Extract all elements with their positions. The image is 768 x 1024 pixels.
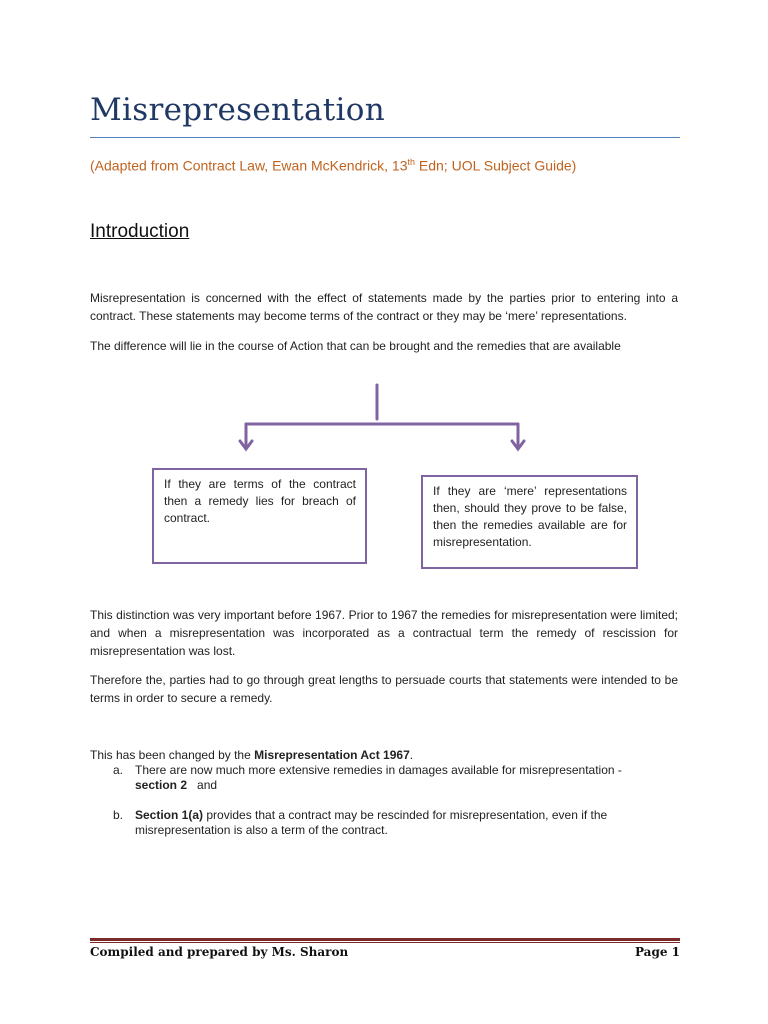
footer-author: Compiled and prepared by Ms. Sharon <box>90 945 349 959</box>
page-number: Page 1 <box>634 945 680 959</box>
act-intro-end: . <box>409 748 414 762</box>
diagram-left-arrowhead <box>240 441 252 449</box>
list-item <box>90 808 680 838</box>
act-name: Misrepresentation Act 1967 <box>254 748 410 762</box>
list-marker: a. <box>113 763 124 777</box>
section-heading-introduction: Introduction <box>90 221 190 242</box>
diagram-right-arrowhead <box>512 441 524 449</box>
act-intro-text: This has been changed by the <box>90 748 255 762</box>
diagram-box-representations: If they are ‘mere’ representations then, should they prove to be false, then the remedies available are for misrepresentation. <box>421 475 638 569</box>
list-item-bold: Section 1(a) <box>135 808 204 822</box>
source-citation <box>90 157 576 174</box>
list-item <box>90 763 680 793</box>
title-divider <box>90 137 680 138</box>
citation-text-end: Edn; UOL Subject Guide) <box>415 157 577 174</box>
list-item-tail: and <box>187 778 218 792</box>
page-title: Misrepresentation <box>90 92 385 128</box>
changes-list <box>90 763 680 838</box>
paragraph-definition: Misrepresentation is concerned with the effect of statements made by the parties prior to entering into a contract. These statements may become terms of the contract or they may be ‘mere’ representations. <box>90 291 678 323</box>
list-item-text: provides that a contract may be rescinded for misrepresentation, even if the misrepresentation is also a term of the contract. <box>135 808 608 837</box>
diagram-box-terms: If they are terms of the contract then a remedy lies for breach of contract. <box>152 468 367 564</box>
citation-superscript: th <box>407 157 415 167</box>
list-marker: b. <box>113 808 124 822</box>
paragraph-history: This distinction was very important before 1967. Prior to 1967 the remedies for misrepresentation were limited; and when a misrepresentation was incorporated as a contractual term the remedy of rescission for misrepresentation was lost. <box>90 608 678 658</box>
list-item-text: There are now much more extensive remedies in damages available for misrepresentation - <box>135 763 622 777</box>
footer-divider-thin <box>90 942 680 943</box>
paragraph-consequence: Therefore the, parties had to go through great lengths to persuade courts that statements were intended to be terms in order to secure a remedy. <box>90 673 678 705</box>
paragraph-difference: The difference will lie in the course of Action that can be brought and the remedies that are available <box>90 339 621 353</box>
diagram-connectors <box>240 385 524 449</box>
footer-divider-thick <box>90 938 680 941</box>
list-item-bold: section 2 <box>135 778 188 792</box>
paragraph-act-intro <box>90 746 678 764</box>
citation-text-start: (Adapted from Contract Law, Ewan McKendrick, 13 <box>90 157 408 174</box>
